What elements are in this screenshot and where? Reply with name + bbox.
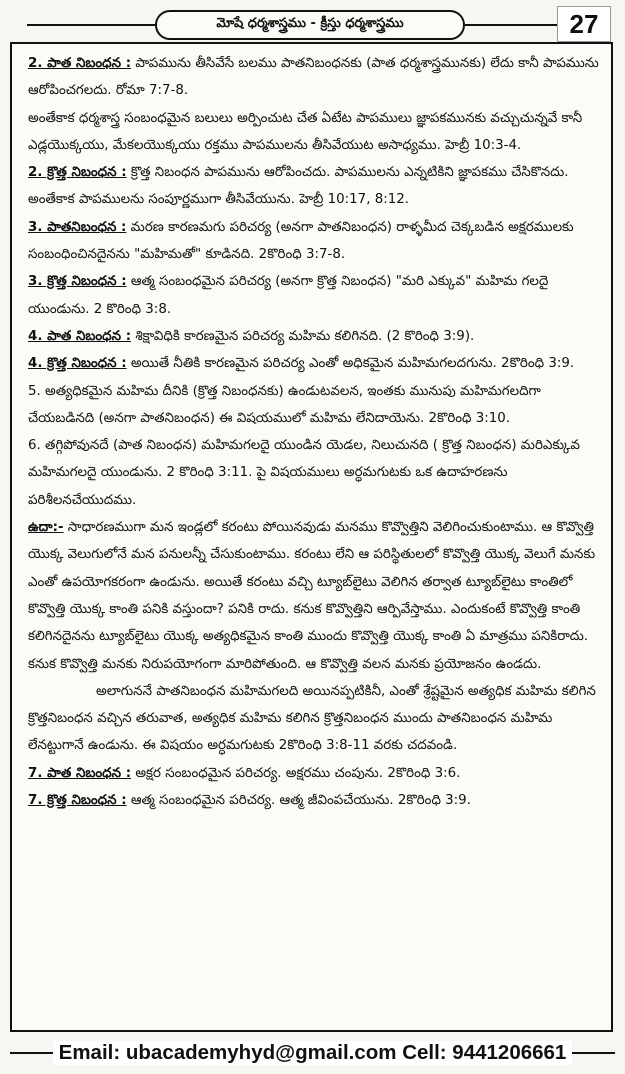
page-number-badge xyxy=(557,6,611,42)
footer-contact: Email: ubacademyhyd@gmail.com Cell: 9441206661 xyxy=(53,1041,573,1065)
paragraph-label: 7. క్రొత్త నిబంధన : xyxy=(28,793,127,809)
paragraph xyxy=(28,787,600,814)
paragraph-label: 3. పాతనిబంధన : xyxy=(28,219,127,235)
paragraph-label: 7. పాత నిబంధన : xyxy=(28,765,132,781)
paragraph xyxy=(28,105,600,160)
paragraph xyxy=(28,432,600,514)
paragraph-text: మరణ కారణమగు పరిచర్య (అనగా పాతనిబంధన) రాళ్ళమీద చెక్కబడిన అక్షరములకు సంబంధించినదైనను "మహిమతో" కూడినది. 2కొరింధి 3:7-8. xyxy=(28,219,574,263)
paragraph-label: 2. క్రొత్త నిబంధన : xyxy=(28,165,127,181)
paragraph xyxy=(28,514,600,678)
paragraph xyxy=(28,350,600,377)
header-title-text: మోషే ధర్మశాస్త్రము - క్రీస్తు ధర్మశాస్త్రము xyxy=(216,16,404,31)
paragraph-text: 6. తగ్గిపోవునదే (పాత నిబంధన) మహిమగలదై యుండిన యెడల, నిలుచునది ( క్రొత్త నిబంధన) మరిఎక్కువ మహిమగలదై యుండును. 2 కొరింధి 3:11. పై విషయములు అర్ధమగుటకు ఒక ఉదాహరణను పరిశీలనచేయుదము. xyxy=(28,438,580,508)
paragraph xyxy=(28,268,600,323)
paragraph-text: అక్షర సంబంధమైన పరిచర్య. అక్షరము చంపును. 2కొరింధి 3:6. xyxy=(131,765,461,781)
paragraph xyxy=(28,214,600,269)
paragraph-text: అలాగుననే పాతనిబంధన మహిమగలది అయినప్పటికినీ, ఎంతో శ్రేష్టమైన అత్యధిక మహిమ కలిగిన క్రొత్తనిబంధన వచ్చిన తరువాత, అత్యధిక మహిమ కలిగిన క్రొత్తనిబంధన ముందు పాతనిబంధన మహిమ లేనట్టుగానే ఉండును. ఈ విషయం అర్ధమగుటకు 2కొరింధి 3:8-11 వరకు చదవండి. xyxy=(28,683,596,754)
paragraph-text: శిక్షావిధికి కారణమైన పరిచర్య మహిమ కలిగినది. (2 కొరింధి 3:9). xyxy=(131,328,475,344)
paragraph xyxy=(28,159,600,214)
paragraph-text: అంతేకాక ధర్మశాస్త్ర సంబంధమైన బలులు అర్పించుట చేత ఏటేట పాపములు జ్ఞాపకమునకు వచ్చుచున్నవే కానీ ఎడ్లయొక్కయు, మేకలయొక్కయు రక్తము పాపములను తీసివేయుట అసాధ్యము. హెబ్రీ 10:3-4. xyxy=(28,110,583,153)
paragraph xyxy=(28,323,600,350)
paragraph-text: ఆత్మ సంబంధమైన పరిచర్య. ఆత్మ జీవింపచేయును. 2కొరింధి 3:9. xyxy=(126,793,471,809)
paragraph-text: క్రొత్త నిబంధన పాపమును ఆరోపించదు. పాపములను ఎన్నటికిని జ్ఞాపకము చేసికొనదు. అంతేకాక పాపములను సంపూర్ణముగా తీసివేయును. హెబ్రీ 10:17, 8:12. xyxy=(28,165,569,208)
page-number-text: 27 xyxy=(569,8,599,39)
paragraph-label: 3. క్రొత్త నిబంధన : xyxy=(28,274,127,290)
paragraph xyxy=(28,50,600,105)
paragraph-text: ఆత్మ సంబంధమైన పరిచర్య (అనగా క్రొత్త నిబంధన) "మరి ఎక్కువ" మహిమ గలదై యుండును. 2 కొరింధి 3:8. xyxy=(28,274,549,317)
page-header-title xyxy=(155,10,465,40)
paragraph-label: 4. పాత నిబంధన : xyxy=(28,328,132,344)
paragraph-text: పాపమును తీసివేసే బలము పాతనిబంధనకు (పాత ధర్మశాస్త్రమునకు) లేదు కానీ పాపమును ఆరోపించగలదు. రోమా 7:7-8. xyxy=(28,56,599,99)
paragraph-text: అయితే నీతికి కారణమైన పరిచర్య ఎంతో అధికమైన మహిమగలదగును. 2కొరింధి 3:9. xyxy=(126,356,575,372)
paragraph xyxy=(28,678,600,760)
paragraph-text: 5. అత్యధికమైన మహిమ దీనికి (క్రొత్త నిబంధనకు) ఉండుటవలన, ఇంతకు మునుపు మహిమగలదిగా చేయబడినది (అనగా పాతనిబంధన) ఈ విషయములో మహిమ లేనిదాయెను. 2కొరింధి 3:10. xyxy=(28,383,541,426)
document-body xyxy=(28,50,600,814)
paragraph xyxy=(28,378,600,433)
paragraph xyxy=(28,760,600,787)
paragraph-text: సాధారణముగా మన ఇండ్లలో కరంటు పోయినవుడు మనము కొవ్వొత్తిని వెలిగించుకుంటాము. ఆ కొవ్వొత్తి యొక్క వెలుగులోనే మన పనులన్నీ చేసుకుంటాము. కరంటు లేని ఆ పరిస్థితులలో కొవ్వొత్తి యొక్క వెలుగే మనకు ఎంతో ఉపయోగకరంగా ఉండును. అయితే కరంటు వచ్చి ట్యూబ్‌లైటు వెలిగిన తర్వాత ట్యూబ్‌లైటు కాంతిలో కొవ్వొత్తి యొక్క కాంతి పనికి వస్తుందా? పనికి రాదు. కనుక కొవ్వొత్తిని ఆర్పివేస్తాము. ఎందుకంటే కొవ్వొత్తి కాంతి కలిగినదైనను ట్యూబ్‌లైటు యొక్క అత్యధికమైన కాంతి ముందు కొవ్వొత్తి యొక్క కాంతి ఏ మాత్రము పనికిరాదు. కనుక కొవ్వొత్తి మనకు నిరుపయోగంగా మారిపోతుంది. ఆ కొవ్వొత్తి వలన మనకు ప్రయోజనం ఉండదు. xyxy=(28,520,596,672)
paragraph-label: ఉదా:- xyxy=(28,520,64,536)
paragraph-label: 4. క్రొత్త నిబంధన : xyxy=(28,356,127,372)
footer xyxy=(0,1038,625,1068)
paragraph-label: 2. పాత నిబంధన : xyxy=(28,56,132,71)
